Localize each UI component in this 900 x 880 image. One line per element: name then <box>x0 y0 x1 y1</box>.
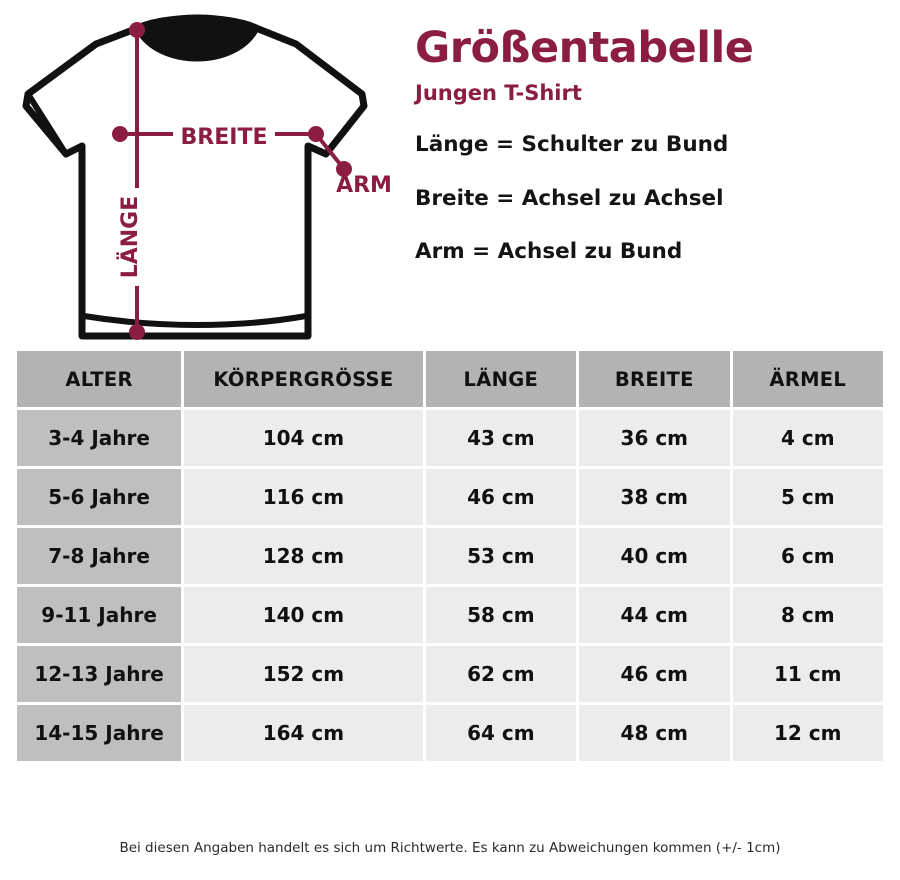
cell-length: 53 cm <box>426 528 576 584</box>
header-section <box>0 0 900 340</box>
cell-sleeve: 6 cm <box>733 528 883 584</box>
column-header-age: ALTER <box>17 351 181 407</box>
table-row <box>17 410 883 466</box>
cell-width: 46 cm <box>579 646 729 702</box>
column-header-length: LÄNGE <box>426 351 576 407</box>
table-row <box>17 646 883 702</box>
cell-height: 164 cm <box>184 705 422 761</box>
cell-length: 64 cm <box>426 705 576 761</box>
table-header-row <box>17 351 883 407</box>
tshirt-diagram <box>0 0 410 340</box>
cell-width: 44 cm <box>579 587 729 643</box>
label-breite: BREITE <box>180 125 268 150</box>
cell-height: 128 cm <box>184 528 422 584</box>
cell-sleeve: 4 cm <box>733 410 883 466</box>
footnote: Bei diesen Angaben handelt es sich um Richtwerte. Es kann zu Abweichungen kommen (+/- 1cm) <box>119 840 781 856</box>
size-table <box>14 348 886 764</box>
cell-age: 5-6 Jahre <box>17 469 181 525</box>
cell-age: 9-11 Jahre <box>17 587 181 643</box>
cell-sleeve: 5 cm <box>733 469 883 525</box>
table-row <box>17 528 883 584</box>
cell-height: 116 cm <box>184 469 422 525</box>
cell-width: 40 cm <box>579 528 729 584</box>
legend-item: Breite = Achsel zu Achsel <box>415 185 724 211</box>
cell-sleeve: 8 cm <box>733 587 883 643</box>
table-row <box>17 469 883 525</box>
cell-length: 46 cm <box>426 469 576 525</box>
legend-list <box>415 133 900 264</box>
column-header-width: BREITE <box>579 351 729 407</box>
table-row <box>17 705 883 761</box>
legend-item: Arm = Achsel zu Bund <box>415 239 683 265</box>
column-header-sleeve: ÄRMEL <box>733 351 883 407</box>
cell-width: 48 cm <box>579 705 729 761</box>
cell-age: 7-8 Jahre <box>17 528 181 584</box>
cell-height: 152 cm <box>184 646 422 702</box>
cell-height: 104 cm <box>184 410 422 466</box>
cell-sleeve: 11 cm <box>733 646 883 702</box>
tshirt-illustration <box>8 6 408 341</box>
cell-age: 12-13 Jahre <box>17 646 181 702</box>
cell-sleeve: 12 cm <box>733 705 883 761</box>
cell-width: 38 cm <box>579 469 729 525</box>
page-subtitle: Jungen T-Shirt <box>415 81 582 106</box>
cell-age: 3-4 Jahre <box>17 410 181 466</box>
cell-age: 14-15 Jahre <box>17 705 181 761</box>
label-arm: ARM <box>336 173 392 198</box>
cell-height: 140 cm <box>184 587 422 643</box>
label-laenge: LÄNGE <box>118 195 143 279</box>
legend-item: Länge = Schulter zu Bund <box>415 132 729 158</box>
page-title: Größentabelle <box>415 23 754 73</box>
cell-width: 36 cm <box>579 410 729 466</box>
cell-length: 62 cm <box>426 646 576 702</box>
column-header-height: KÖRPERGRÖSSE <box>184 351 422 407</box>
title-block <box>415 0 900 340</box>
cell-length: 43 cm <box>426 410 576 466</box>
table-row <box>17 587 883 643</box>
cell-length: 58 cm <box>426 587 576 643</box>
